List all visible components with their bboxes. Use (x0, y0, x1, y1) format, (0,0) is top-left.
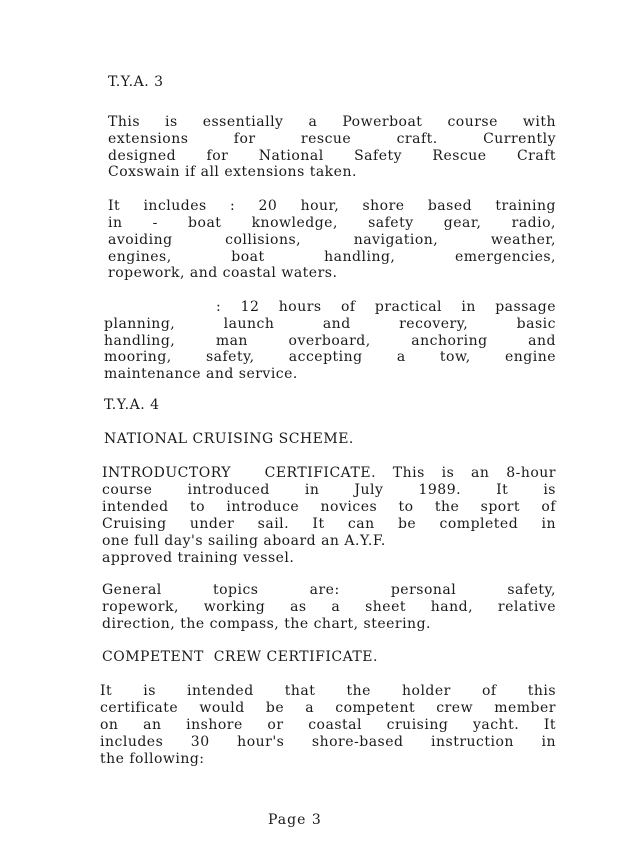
paragraph-3-line-5: maintenance and service. (104, 366, 298, 382)
paragraph-5-line-2: ropework, working as a sheet hand, relative (102, 599, 556, 615)
section-heading-tya4: T.Y.A. 4 (104, 397, 160, 413)
paragraph-2-line-3: avoiding collisions, navigation, weather, (108, 232, 556, 248)
paragraph-4-line-6: approved training vessel. (102, 550, 295, 566)
paragraph-6-line-5: the following: (100, 751, 205, 767)
page-number-footer: Page 3 (268, 812, 322, 828)
paragraph-3-line-3: handling, man overboard, anchoring and (104, 333, 556, 349)
paragraph-1-line-1: This is essentially a Powerboat course with (108, 114, 556, 130)
paragraph-1-line-2: extensions for rescue craft. Currently (108, 131, 556, 147)
paragraph-5-line-3: direction, the compass, the chart, steering. (102, 616, 431, 632)
paragraph-4-line-3: intended to introduce novices to the sport of (102, 499, 556, 515)
paragraph-6-line-1: It is intended that the holder of this (100, 683, 556, 699)
section-heading-national-cruising-scheme: NATIONAL CRUISING SCHEME. (104, 431, 354, 447)
paragraph-5-line-1: General topics are: personal safety, (102, 582, 556, 598)
section-heading-tya3: T.Y.A. 3 (108, 74, 164, 90)
paragraph-1-line-4: Coxswain if all extensions taken. (108, 164, 357, 180)
paragraph-3-line-4: mooring, safety, accepting a tow, engine (104, 349, 556, 365)
paragraph-2-line-4: engines, boat handling, emergencies, (108, 249, 556, 265)
paragraph-6-line-3: on an inshore or coastal cruising yacht. It (100, 717, 556, 733)
paragraph-6-line-2: certificate would be a competent crew member (100, 700, 556, 716)
paragraph-6-line-4: includes 30 hour's shore-based instruction in (100, 734, 556, 750)
paragraph-2-line-2: in - boat knowledge, safety gear, radio, (108, 215, 556, 231)
paragraph-1-line-3: designed for National Safety Rescue Craft (108, 148, 556, 164)
paragraph-3-line-2: planning, launch and recovery, basic (104, 316, 556, 332)
paragraph-4-line-2: course introduced in July 1989. It is (102, 482, 556, 498)
paragraph-2-line-1: It includes : 20 hour, shore based training (108, 198, 556, 214)
paragraph-4-line-5: one full day's sailing aboard an A.Y.F. (102, 533, 386, 549)
paragraph-3-line-1: : 12 hours of practical in passage (216, 299, 556, 315)
paragraph-4-line-1: INTRODUCTORY CERTIFICATE. This is an 8-hour (102, 465, 556, 481)
paragraph-4-line-4: Cruising under sail. It can be completed in (102, 516, 556, 532)
paragraph-2-line-5: ropework, and coastal waters. (108, 265, 338, 281)
section-heading-competent-crew: COMPETENT CREW CERTIFICATE. (102, 649, 378, 665)
